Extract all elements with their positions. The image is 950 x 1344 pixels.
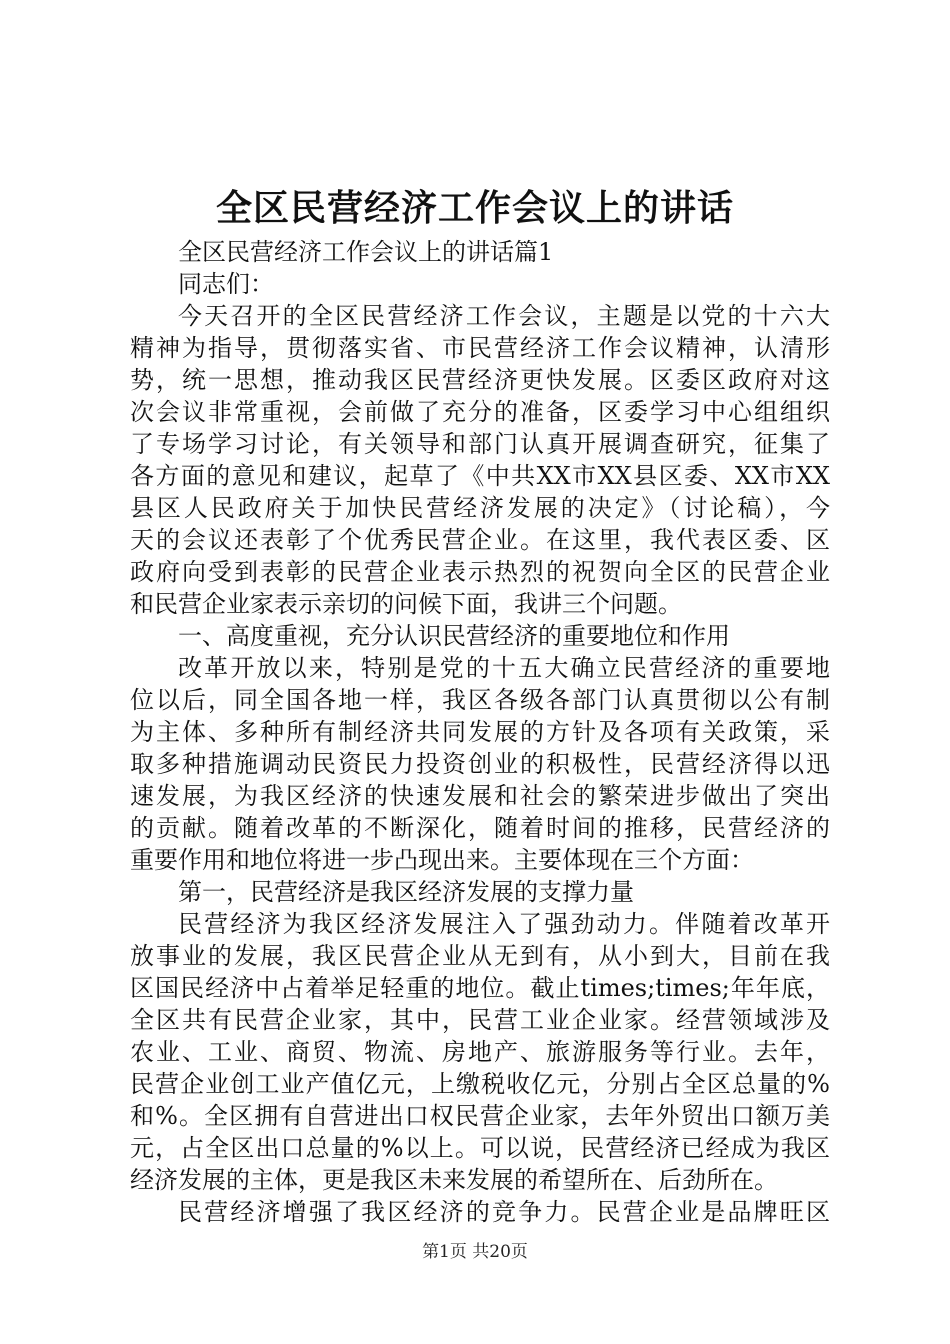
paragraph-line: 势，统一思想，推动我区民营经济更快发展。区委区政府对这 xyxy=(130,366,830,394)
document-title: 全区民营经济工作会议上的讲话 xyxy=(215,187,734,229)
paragraph-line: 取多种措施调动民资民力投资创业的积极性，民营经济得以迅 xyxy=(130,750,830,778)
paragraph-line: 农业、工业、商贸、物流、房地产、旅游服务等行业。去年， xyxy=(130,1038,830,1066)
paragraph-first-line: 民营经济增强了我区经济的竞争力。民营企业是品牌旺区 xyxy=(178,1198,830,1226)
paragraph-line: 次会议非常重视，会前做了充分的准备，区委学习中心组组织 xyxy=(130,398,830,426)
paragraph-line: 和民营企业家表示亲切的问候下面，我讲三个问题。 xyxy=(130,590,682,618)
paragraph-line: 天的会议还表彰了个优秀民营企业。在这里，我代表区委、区 xyxy=(130,526,830,554)
paragraph-first-line: 全区民营经济工作会议上的讲话篇1 xyxy=(178,238,554,266)
paragraph-line: 各方面的意见和建议，起草了《中共XX市XX县区委、XX市XX xyxy=(130,462,830,490)
paragraph-line: 位以后，同全国各地一样，我区各级各部门认真贯彻以公有制 xyxy=(130,686,830,714)
paragraph-line: 民营企业创工业产值亿元，上缴税收亿元，分别占全区总量的% xyxy=(130,1070,830,1098)
paragraph-line: 的贡献。随着改革的不断深化，随着时间的推移，民营经济的 xyxy=(130,814,830,842)
paragraph-line: 了专场学习讨论，有关领导和部门认真开展调查研究，征集了 xyxy=(130,430,830,458)
paragraph-line: 元，占全区出口总量的%以上。可以说，民营经济已经成为我区 xyxy=(130,1134,830,1162)
paragraph-line: 政府向受到表彰的民营企业表示热烈的祝贺向全区的民营企业 xyxy=(130,558,830,586)
paragraph-line: 经济发展的主体，更是我区未来发展的希望所在、后劲所在。 xyxy=(130,1166,778,1194)
paragraph-first-line: 改革开放以来，特别是党的十五大确立民营经济的重要地 xyxy=(178,654,830,682)
paragraph-line: 和%。全区拥有自营进出口权民营企业家，去年外贸出口额万美 xyxy=(130,1102,830,1130)
paragraph-line: 县区人民政府关于加快民营经济发展的决定》（讨论稿），今 xyxy=(130,494,830,522)
paragraph-first-line: 一、高度重视，充分认识民营经济的重要地位和作用 xyxy=(178,622,730,650)
paragraph-first-line: 民营经济为我区经济发展注入了强劲动力。伴随着改革开 xyxy=(178,910,830,938)
paragraph-first-line: 同志们： xyxy=(178,270,274,298)
paragraph-first-line: 今天召开的全区民营经济工作会议，主题是以党的十六大 xyxy=(178,302,830,330)
paragraph-first-line: 第一，民营经济是我区经济发展的支撑力量 xyxy=(178,878,634,906)
paragraph-line: 精神为指导，贯彻落实省、市民营经济工作会议精神，认清形 xyxy=(130,334,830,362)
paragraph-line: 重要作用和地位将进一步凸现出来。主要体现在三个方面： xyxy=(130,846,754,874)
paragraph-line: 区国民经济中占着举足轻重的地位。截止times;times;年年底， xyxy=(130,974,830,1002)
document-body xyxy=(130,236,830,1228)
paragraph-line: 全区共有民营企业家，其中，民营工业企业家。经营领域涉及 xyxy=(130,1006,830,1034)
paragraph-line: 放事业的发展，我区民营企业从无到有，从小到大，目前在我 xyxy=(130,942,830,970)
paragraph-line: 速发展，为我区经济的快速发展和社会的繁荣进步做出了突出 xyxy=(130,782,830,810)
page-footer: 第1页 共20页 xyxy=(422,1242,528,1262)
paragraph-line: 为主体、多种所有制经济共同发展的方针及各项有关政策，采 xyxy=(130,718,830,746)
